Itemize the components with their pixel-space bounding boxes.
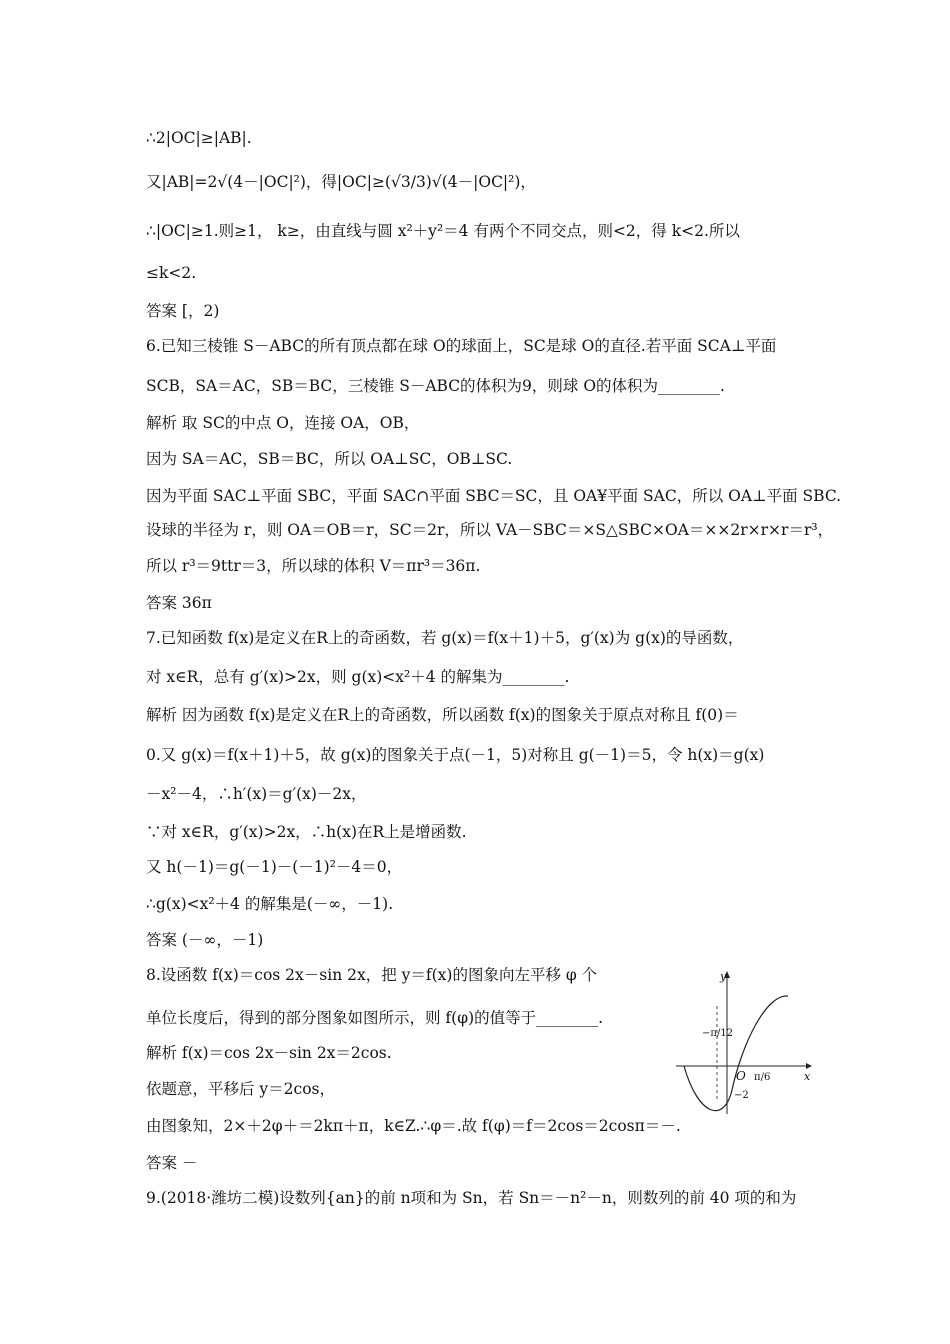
question-line: SCB，SA＝AC，SB＝BC，三棱锥 S－ABC的体积为9，则球 O的体积为________.	[146, 377, 725, 395]
text-line: ∴2|OC|≥|AB|.	[146, 129, 252, 147]
function-graph-figure	[676, 966, 816, 1116]
neg-pi-over-12-label: −π/12	[702, 1028, 734, 1039]
solution-line: ∴g(x)<x²＋4 的解集是(－∞，－1).	[146, 895, 394, 913]
solution-line: 又 h(－1)＝g(－1)－(－1)²－4＝0，	[146, 858, 403, 876]
question-line: 8.设函数 f(x)＝cos 2x－sin 2x，把 y＝f(x)的图象向左平移 φ 个	[146, 966, 598, 984]
question-line: 9.(2018·潍坊二模)设数列{an}的前 n项和为 Sn，若 Sn＝－n²－n，则数列的前 40 项的和为	[146, 1189, 797, 1207]
question-line: 对 x∈R，总有 g′(x)>2x，则 g(x)<x²＋4 的解集为________.	[146, 668, 570, 686]
answer-line: 答案 36π	[146, 594, 212, 612]
pi-over-6-label: π/6	[754, 1072, 771, 1083]
solution-line: 解析 取 SC的中点 O，连接 OA，OB，	[146, 414, 420, 432]
question-line: 6.已知三棱锥 S－ABC的所有顶点都在球 O的球面上，SC是球 O的直径.若平面 SCA⊥平面	[146, 337, 777, 355]
x-axis-label: x	[804, 1070, 811, 1083]
solution-line: 由图象知，2×＋2φ＋＝2kπ＋π，k∈Z.∴φ＝.故 f(φ)＝f＝2cos＝2cosπ＝－.	[146, 1117, 681, 1135]
origin-label: O	[736, 1069, 746, 1083]
solution-line: 因为平面 SAC⊥平面 SBC，平面 SAC∩平面 SBC＝SC，且 OA¥平面 SAC，所以 OA⊥平面 SBC.	[146, 487, 842, 505]
solution-line: 解析 因为函数 f(x)是定义在R上的奇函数，所以函数 f(x)的图象关于原点对称且 f(0)＝	[146, 706, 739, 724]
x-axis-arrow-icon	[806, 1063, 812, 1069]
question-line: 单位长度后，得到的部分图象如图所示，则 f(φ)的值等于________.	[146, 1009, 604, 1027]
text-line: 又|AB|=2√(4－|OC|²)，得|OC|≥(√3/3)√(4－|OC|²)，	[146, 173, 536, 191]
question-line: 7.已知函数 f(x)是定义在R上的奇函数，若 g(x)＝f(x＋1)＋5，g′(x)为 g(x)的导函数，	[146, 629, 744, 647]
solution-line: 依题意，平移后 y＝2cos，	[146, 1080, 336, 1098]
solution-line: 0.又 g(x)＝f(x＋1)＋5，故 g(x)的图象关于点(－1，5)对称且 g(－1)＝5，令 h(x)＝g(x)	[146, 746, 765, 764]
min-value-label: −2	[734, 1090, 749, 1101]
solution-line: 设球的半径为 r，则 OA＝OB＝r，SC＝2r，所以 VA－SBC＝×S△SBC×OA＝××2r×r×r＝r³，	[146, 521, 834, 539]
y-axis-label: y	[720, 970, 727, 983]
solution-line: 解析 f(x)＝cos 2x－sin 2x＝2cos.	[146, 1044, 392, 1062]
solution-line: ∵对 x∈R，g′(x)>2x，∴h(x)在R上是增函数.	[146, 823, 467, 841]
solution-line: 所以 r³＝9ttr＝3，所以球的体积 V＝πr³＝36π.	[146, 557, 481, 575]
text-line: ≤k<2.	[146, 264, 197, 282]
answer-line: 答案 [，2)	[146, 302, 220, 320]
answer-line: 答案 －	[146, 1154, 198, 1172]
solution-line: －x²－4，∴h′(x)＝g′(x)－2x，	[146, 785, 367, 803]
text-line: ∴|OC|≥1.则≥1， k≥，由直线与圆 x²＋y²＝4 有两个不同交点，则<2，得 k<2.所以	[146, 222, 740, 240]
answer-line: 答案 (－∞，－1)	[146, 931, 264, 949]
solution-line: 因为 SA＝AC，SB＝BC，所以 OA⊥SC，OB⊥SC.	[146, 450, 513, 468]
